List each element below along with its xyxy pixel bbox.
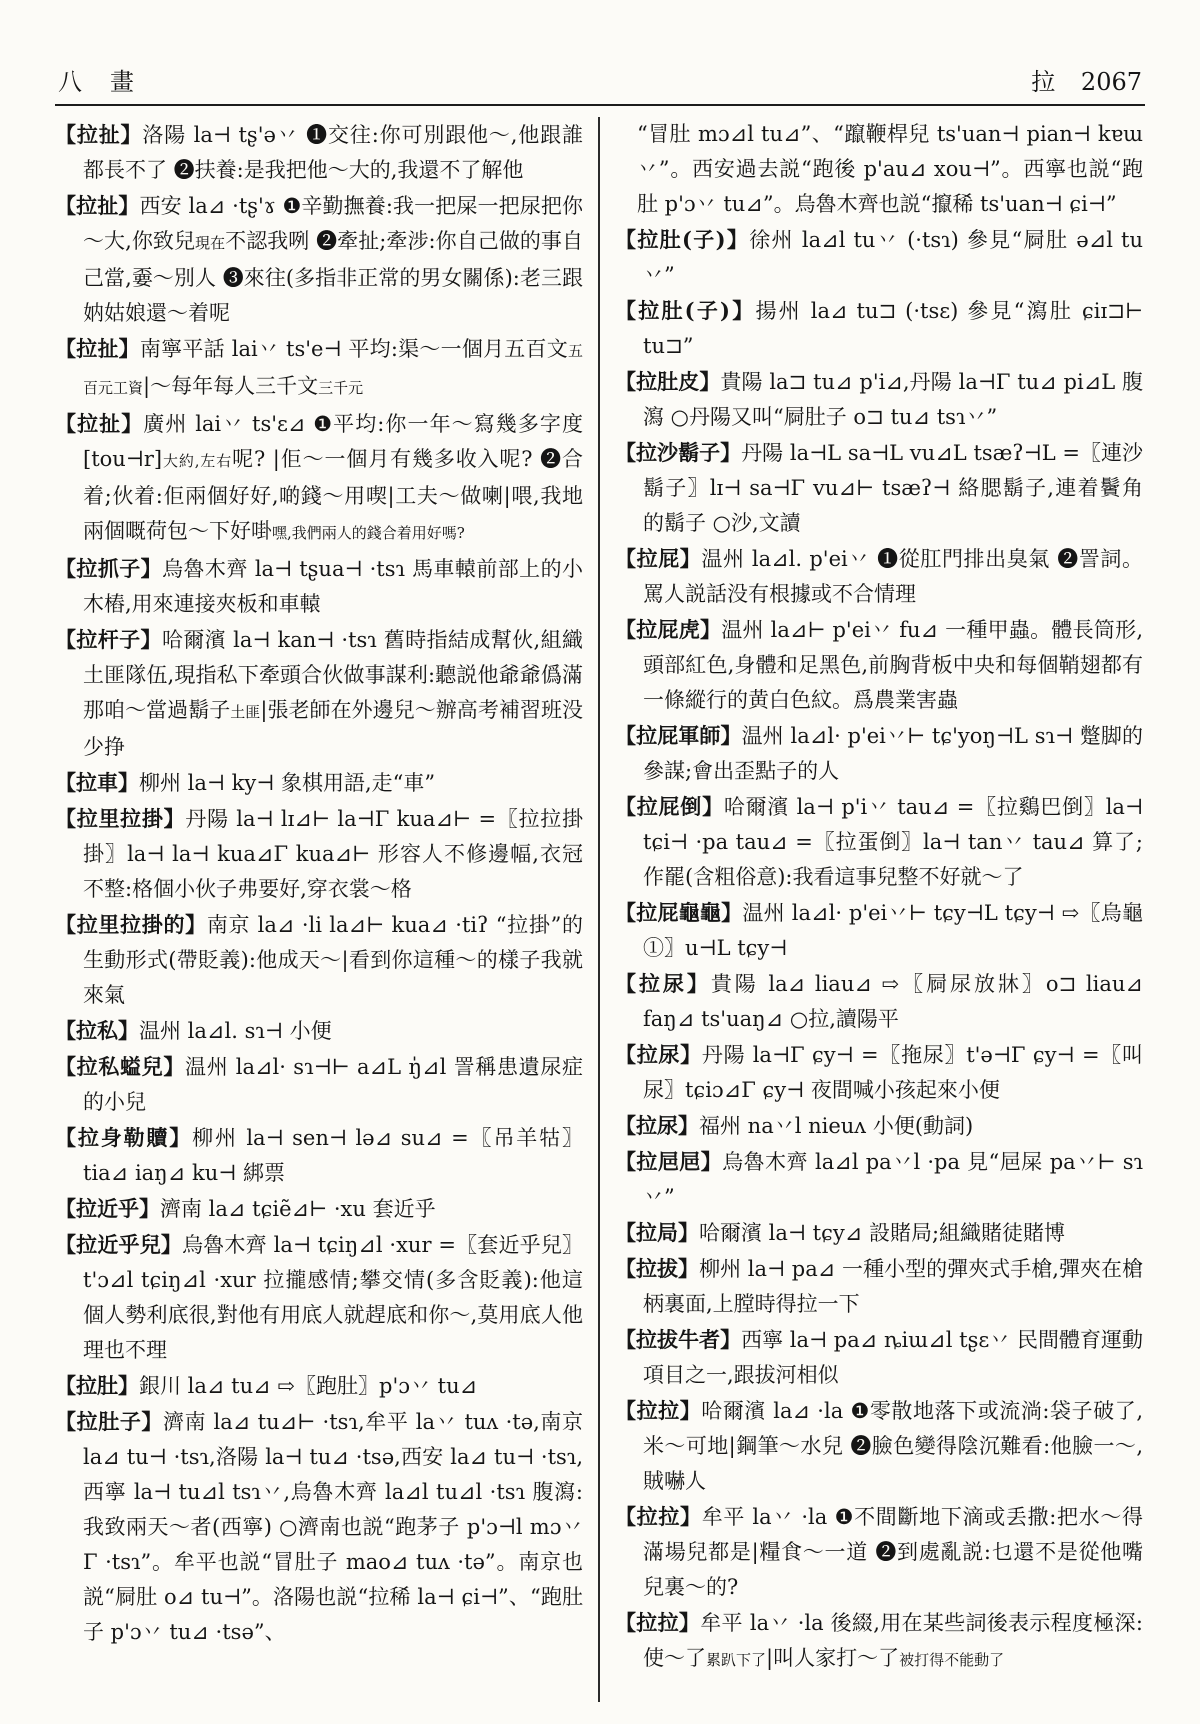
entry-headword: 【拉局】 xyxy=(615,1220,699,1245)
dict-entry xyxy=(615,435,1143,541)
dict-entry xyxy=(55,331,583,406)
entry-text: 柳州 la⊣ ky⊣ 象棋用語,走“車” xyxy=(139,771,436,795)
entry-headword: 【拉扯】 xyxy=(55,411,144,436)
entry-headword: 【拉肚(子)】 xyxy=(615,227,750,252)
dict-entry xyxy=(55,188,583,331)
entry-text: 哈爾濱 la⊿ ·la ❶零散地落下或流淌:袋子破了,米～可地|鋼筆～水兒 ❷臉色變得陰沉難看:他臉一～,賊嚇人 xyxy=(643,1399,1143,1493)
page-header xyxy=(58,62,1142,97)
column-divider xyxy=(598,117,600,1702)
entry-text: |～每年每人三千文 xyxy=(143,374,319,398)
header-rule xyxy=(55,104,1145,106)
dict-entry xyxy=(615,895,1143,966)
entry-text: 柳州 la⊣ pa⊿ 一種小型的彈夾式手槍,彈夾在槍柄裏面,上膛時得拉一下 xyxy=(643,1257,1143,1316)
entry-text: 温州 la⊿l. p'ei丷 ❶從肛門排出臭氣 ❷詈詞。罵人説話没有根據或不合情理 xyxy=(643,547,1143,606)
entry-text: 哈爾濱 la⊣ tɕy⊿ 設賭局;組織賭徒賭博 xyxy=(699,1221,1066,1245)
dict-entry xyxy=(615,1037,1143,1108)
entry-text: 徐州 la⊿l tu丷 (·tsɿ) 參見“屙肚 ə⊿l tu丷” xyxy=(643,228,1143,287)
entry-text: |叫人家打～了 xyxy=(766,1646,900,1670)
entry-headword: 【拉里拉掛的】 xyxy=(55,912,207,937)
dict-entry xyxy=(55,117,583,188)
entry-small-note: 五百元工資 xyxy=(83,342,583,397)
entry-small-note: 大約,左右 xyxy=(162,452,233,470)
entry-text: 呢? |佢～一個月有幾多收入呢? ❷合着;伙着:佢兩個好好,啲錢～用喫|工夫～做喇|喂,我地兩個嘅荷包～下好啩 xyxy=(83,447,583,543)
text-columns xyxy=(55,117,1145,1702)
header-right xyxy=(1013,62,1142,97)
dict-entry xyxy=(615,1144,1143,1215)
dict-entry xyxy=(615,1215,1143,1251)
entry-text: 柳州 la⊣ sen⊣ lə⊿ su⊿ =〖吊羊牯〗tia⊿ iaŋ⊿ ku⊣ 綁票 xyxy=(83,1126,583,1185)
entry-headword: 【拉里拉掛】 xyxy=(55,806,186,831)
dict-entry xyxy=(55,1227,583,1368)
entry-text: 洛陽 la⊣ tʂ'ə丷 ❶交往:你可別跟他～,他跟誰都長不了 ❷扶養:是我把他～大的,我還不了解他 xyxy=(83,123,583,182)
entry-headword: 【拉肚】 xyxy=(55,1373,139,1398)
entry-text: 廣州 lai丷 ts'ɛ⊿ ❶平均:你一年～寫幾多字度[tou⊣r] xyxy=(83,412,583,471)
entry-headword: 【拉㞎㞎】 xyxy=(615,1149,723,1174)
entry-text: 烏魯木齊 la⊿l pa丷l ·pa 見“㞎屎 pa丷⊢ sɿ丷” xyxy=(643,1150,1143,1209)
dict-entry xyxy=(615,1499,1143,1605)
entry-headword: 【拉拉】 xyxy=(615,1398,702,1423)
section-label: 八 畫 xyxy=(58,68,136,96)
entry-text: 丹陽 la⊣L sa⊣L vu⊿L tsæʔ⊣L =〖連沙鬍子〗lɪ⊣ sa⊣Γ vu⊿⊢ tsæʔ⊣ 絡腮鬍子,連着鬢角的鬍子 ○沙,文讀 xyxy=(643,441,1143,535)
entry-headword: 【拉身勒贖】 xyxy=(55,1125,193,1150)
dict-entry xyxy=(615,1605,1143,1678)
entry-headword: 【拉車】 xyxy=(55,770,139,795)
dict-entry xyxy=(55,1013,583,1049)
entry-small-note: 現在 xyxy=(195,234,226,252)
dict-entry xyxy=(615,1251,1143,1322)
entry-small-note: 嘿,我們兩人的錢合着用好嗎? xyxy=(272,524,465,542)
entry-headword: 【拉扯】 xyxy=(55,336,140,361)
entry-headword: 【拉屁倒】 xyxy=(615,794,724,819)
dict-entry xyxy=(615,364,1143,435)
dict-entry xyxy=(55,801,583,907)
dict-entry xyxy=(615,612,1143,718)
entry-text: 西寧 la⊣ pa⊿ ȵiɯ⊿l tʂɛ丷 民間體育運動項目之一,跟拔河相似 xyxy=(643,1328,1143,1387)
entry-text: 温州 la⊿l· p'ei丷⊢ tɕy⊣L tɕy⊣ ⇨〖烏龜①〗u⊣L tɕy⊣ xyxy=(643,901,1143,960)
entry-text: 哈爾濱 la⊣ p'i丷 tau⊿ =〖拉鷄巴倒〗la⊣ tɕi⊣ ·pa tau⊿ =〖拉蛋倒〗la⊣ tan丷 tau⊿ 算了;作罷(含粗俗意):我看這事兒整不好就～了 xyxy=(643,795,1143,889)
entry-text: 温州 la⊿⊢ p'ei丷 fu⊿ 一種甲蟲。體長筒形,頭部紅色,身體和足黑色,前胸背板中央和每個鞘翅都有一條縱行的黄白色紋。爲農業害蟲 xyxy=(643,618,1143,712)
entry-headword: 【拉尿】 xyxy=(615,1113,699,1138)
entry-text: 貴陽 la⊐ tu⊿ p'i⊿,丹陽 la⊣Γ tu⊿ pi⊿L 腹瀉 ○丹陽又叫“屙肚子 o⊐ tu⊿ tsɿ丷” xyxy=(643,370,1143,429)
entry-headword: 【拉扯】 xyxy=(55,122,143,147)
entry-text: “冒肚 mɔ⊿l tu⊿”、“躥鞭桿兒 ts'uan⊣ pian⊣ kɐɯ丷”。西安過去説“跑後 p'au⊿ xou⊣”。西寧也説“跑肚 p'ɔ丷 tu⊿”。烏魯木齊也説“攛稀 ts'uan⊣ ɕi⊣” xyxy=(637,122,1143,216)
entry-headword: 【拉拉】 xyxy=(615,1610,701,1635)
entry-text: 哈爾濱 la⊣ kan⊣ ·tsɿ 舊時指結成幫伙,組織土匪隊伍,現指私下牽頭合伙做事謀利:聽説他爺爺僞滿那咱～當過鬍子 xyxy=(83,628,583,722)
entry-text: 銀川 la⊿ tu⊿ ⇨〖跑肚〗p'ɔ丷 tu⊿ xyxy=(139,1374,478,1398)
entry-small-note: 土匪 xyxy=(230,703,261,721)
entry-headword: 【拉杆子】 xyxy=(55,627,162,652)
entry-headword: 【拉肚子】 xyxy=(55,1409,164,1434)
dict-entry xyxy=(55,622,583,765)
entry-headword: 【拉肚皮】 xyxy=(615,369,721,394)
left-column xyxy=(55,117,583,1702)
entry-text: |張老師在外邊兒～辦高考補習班没少挣 xyxy=(83,698,583,759)
entry-small-note: 三千元 xyxy=(318,379,364,397)
entry-headword: 【拉屁龜龜】 xyxy=(615,900,743,925)
entry-text: 南寧平話 lai丷 ts'e⊣ 平均:渠～一個月五百文 xyxy=(139,337,568,361)
dict-entry xyxy=(615,1322,1143,1393)
dict-entry xyxy=(55,1191,583,1227)
entry-headword: 【拉屁】 xyxy=(615,546,702,571)
entry-headword: 【拉扯】 xyxy=(55,193,140,218)
entry-continuation xyxy=(615,117,1143,222)
dict-entry xyxy=(615,789,1143,895)
entry-headword: 【拉拔牛者】 xyxy=(615,1327,742,1352)
entry-text: 丹陽 la⊣ lɪ⊿⊢ la⊣Γ kua⊿⊢ =〖拉拉掛掛〗la⊣ la⊣ kua⊿Γ kua⊿⊢ 形容人不修邊幅,衣冠不整:格個小伙子弗要好,穿衣裳～格 xyxy=(83,807,583,901)
entry-text: 烏魯木齊 la⊣ tʂua⊣ ·tsɿ 馬車轅前部上的小木樁,用來連接夾板和車轅 xyxy=(83,557,583,616)
page-number: 2067 xyxy=(1080,68,1142,96)
dict-entry xyxy=(55,765,583,801)
dict-entry xyxy=(615,718,1143,789)
entry-text: 揚州 la⊿ tu⊐ (·tsɛ) 參見“瀉肚 ɕiɪ⊐⊢ tu⊐” xyxy=(643,299,1143,358)
entry-text: 烏魯木齊 la⊣ tɕiŋ⊿l ·xur =〖套近乎兒〗t'ɔ⊿l tɕiŋ⊿l ·xur 拉攏感情;攀交情(多含貶義):他這個人勢利底很,對他有用底人就趕底和你～,莫用底人他理也不理 xyxy=(83,1233,583,1362)
entry-headword: 【拉拔】 xyxy=(615,1256,700,1281)
entry-text: 福州 na丷l nieuʌ 小便(動詞) xyxy=(699,1114,974,1138)
dict-entry xyxy=(55,1049,583,1120)
entry-headword: 【拉近乎兒】 xyxy=(55,1232,183,1257)
entry-headword: 【拉屁軍師】 xyxy=(615,723,742,748)
dict-entry xyxy=(55,1120,583,1191)
entry-text: 西安 la⊿ ·tʂ'ɤ ❶辛勤撫養:我一把屎一把尿把你～大,你致兒 xyxy=(83,194,583,253)
entry-headword: 【拉抓子】 xyxy=(55,556,163,581)
entry-small-note: 累趴下了 xyxy=(706,1651,767,1669)
entry-text: 牟平 la丷 ·la 後綴,用在某些詞後表示程度極深:使～了 xyxy=(643,1611,1143,1670)
dict-entry xyxy=(615,1393,1143,1499)
dict-entry xyxy=(55,406,583,551)
entry-headword: 【拉私螠兒】 xyxy=(55,1054,186,1079)
dict-entry xyxy=(55,1368,583,1404)
entry-text: 温州 la⊿l. sɿ⊣ 小便 xyxy=(139,1019,332,1043)
entry-headword: 【拉近乎】 xyxy=(55,1196,160,1221)
entry-text: 不認我咧 ❷牽扯;牽涉:你自己做的事自己當,嫑～別人 ❸來往(多指非正常的男女關係):老三跟妠姑娘還～着呢 xyxy=(83,229,583,325)
entry-text: 温州 la⊿l· p'ei丷⊢ tɕ'yoŋ⊣L sɿ⊣ 蹩脚的參謀;會出歪點子的人 xyxy=(643,724,1143,783)
dict-entry xyxy=(55,1404,583,1650)
entry-text: 濟南 la⊿ tɕiẽ⊿⊢ ·xu 套近乎 xyxy=(160,1197,436,1221)
entry-text: 丹陽 la⊣Γ ɕy⊣ =〖拖尿〗t'ə⊣Γ ɕy⊣ =〖叫尿〗tɕiɔ⊿Γ ɕy⊣ 夜間喊小孩起來小便 xyxy=(643,1043,1143,1102)
entry-headword: 【拉拉】 xyxy=(615,1504,702,1529)
dict-entry xyxy=(615,966,1143,1037)
entry-headword: 【拉私】 xyxy=(55,1018,139,1043)
dict-entry xyxy=(615,541,1143,612)
dict-entry xyxy=(615,1108,1143,1144)
dict-entry xyxy=(55,907,583,1013)
right-column xyxy=(615,117,1143,1702)
entry-text: 貴陽 la⊿ liau⊿ ⇨〖屙尿放牀〗o⊐ liau⊿ faŋ⊿ ts'uaŋ⊿ ○拉,讀陽平 xyxy=(643,972,1143,1031)
dict-entry xyxy=(615,222,1143,293)
entry-small-note: 被打得不能動了 xyxy=(899,1651,1005,1669)
entry-headword: 【拉肚(子)】 xyxy=(615,298,756,323)
entry-headword: 【拉屁虎】 xyxy=(615,617,722,642)
dict-entry xyxy=(55,551,583,622)
guide-word: 拉 xyxy=(1031,68,1056,96)
dict-entry xyxy=(615,293,1143,364)
entry-text: 南京 la⊿ ·li la⊿⊢ kua⊿ ·tiʔ “拉掛”的生動形式(帶貶義):他成天～|看到你這種～的樣子我就來氣 xyxy=(83,913,583,1007)
entry-text: 温州 la⊿l· sɿ⊣⊢ a⊿L ŋ̍⊿l 詈稱患遺尿症的小兒 xyxy=(83,1055,583,1114)
entry-text: 濟南 la⊿ tu⊿⊢ ·tsɿ,牟平 la丷 tuʌ ·tə,南京 la⊿ tu⊣ ·tsɿ,洛陽 la⊣ tu⊿ ·tsə,西安 la⊿ tu⊣ ·tsɿ,西寧 la⊣ tu⊿l tsɿ丷,烏魯木齊 la⊿l tu⊿l ·tsɿ 腹瀉:我致兩天～者(西寧) ○濟南也説“跑茅子 p'ɔ⊣l mɔ丷Γ ·tsɿ”。牟平也説“冒肚子 mao⊿ tuʌ ·tə”。南京也説“屙肚 o⊿ tu⊣”。洛陽也説“拉稀 la⊣ ɕi⊣”、“跑肚子 p'ɔ丷 tu⊿ ·tsə”、 xyxy=(83,1410,583,1644)
entry-headword: 【拉尿】 xyxy=(615,971,711,996)
entry-headword: 【拉尿】 xyxy=(615,1042,702,1067)
entry-headword: 【拉沙鬍子】 xyxy=(615,440,742,465)
entry-text: 牟平 la丷 ·la ❶不間斷地下滴或丢撒:把水～得滿場兒都是|糧食～一道 ❷到處亂説:乜還不是從他嘴兒裏～的? xyxy=(643,1505,1143,1599)
